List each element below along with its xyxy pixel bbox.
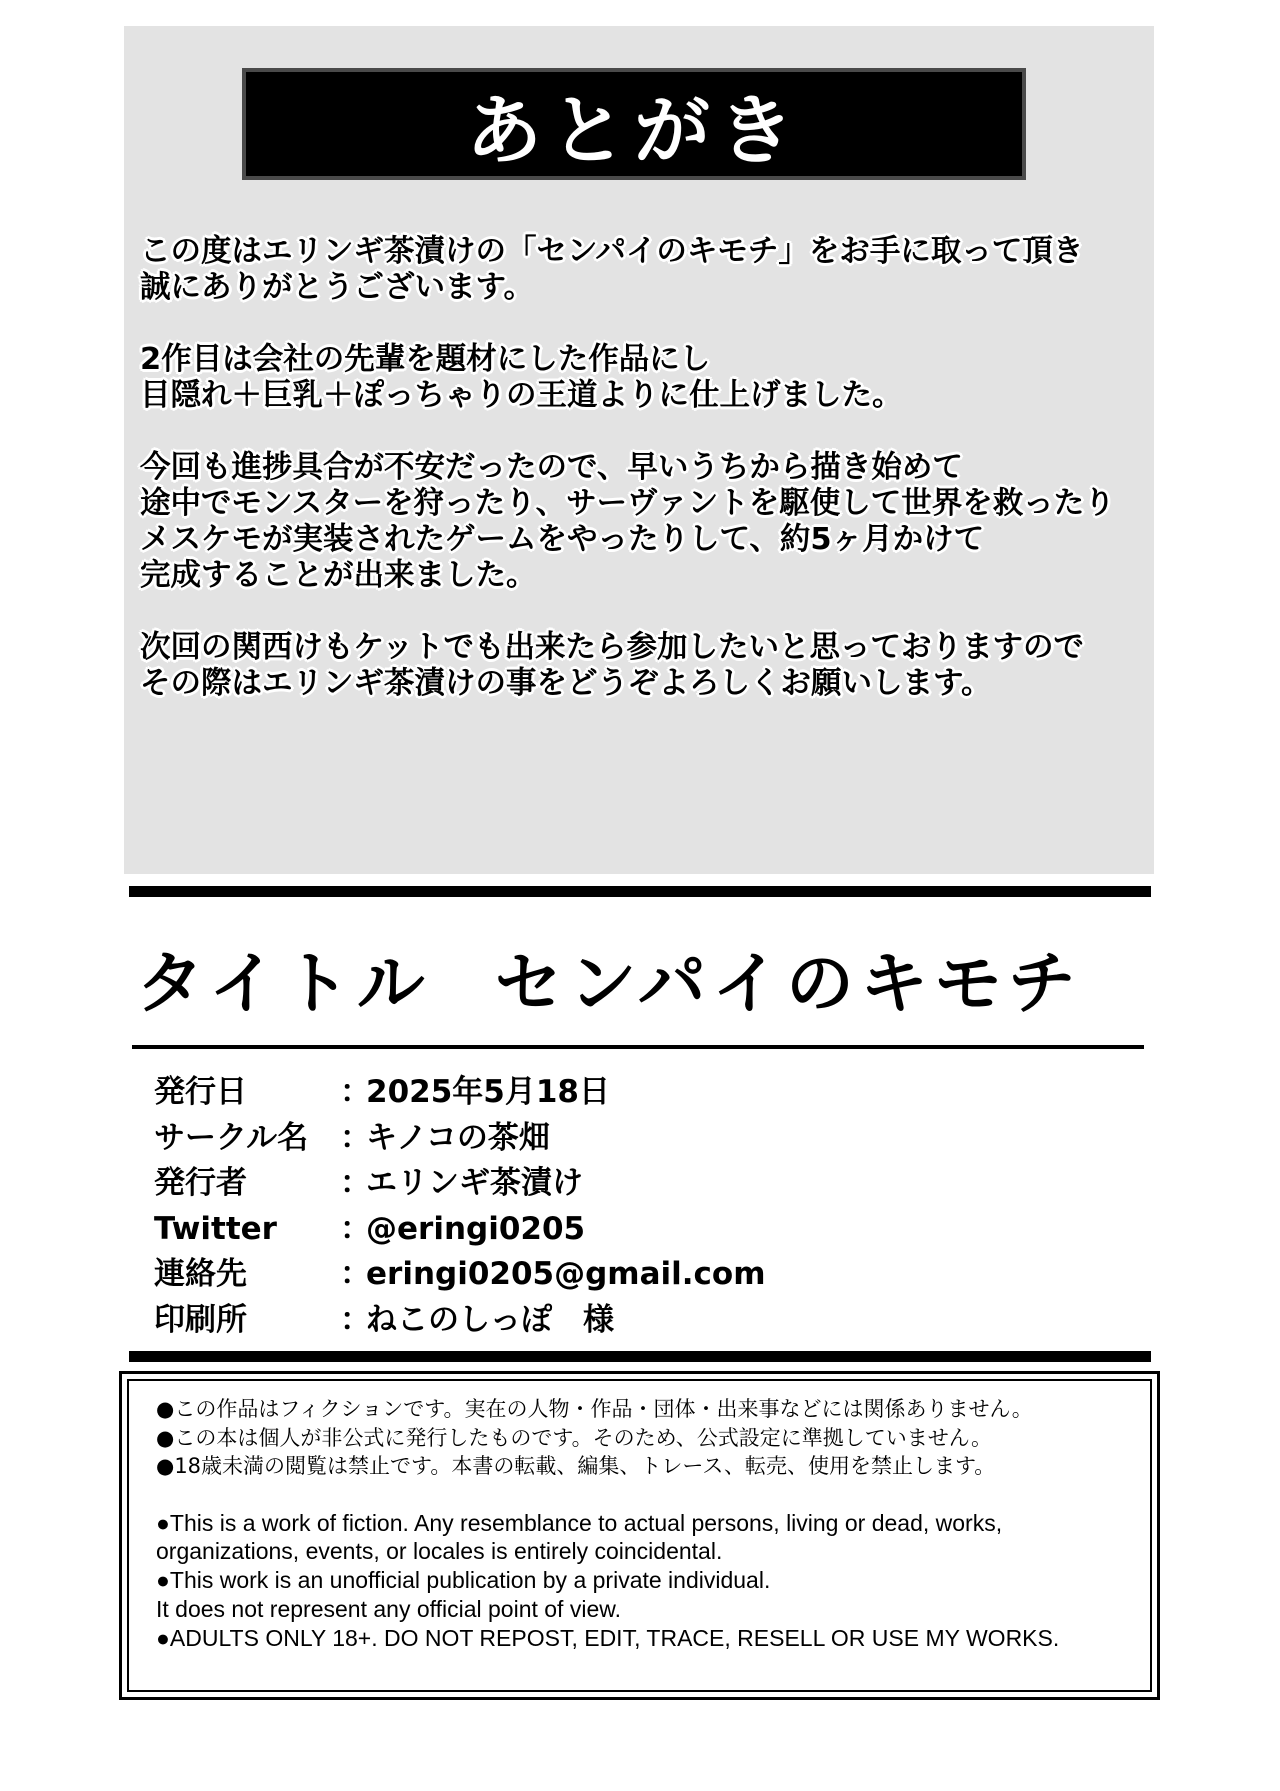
disclaimer-line: ●This work is an unofficial publication by a private individual. bbox=[156, 1567, 771, 1594]
afterword-panel bbox=[124, 26, 1154, 874]
disclaimer-line: ●ADULTS ONLY 18+. DO NOT REPOST, EDIT, TRACE, RESELL OR USE MY WORKS. bbox=[156, 1624, 1060, 1651]
afterword-body bbox=[140, 234, 1150, 738]
colophon-value: ねこのしっぽ 様 bbox=[366, 1301, 614, 1338]
disclaimer-inner-frame bbox=[127, 1379, 1152, 1692]
book-title: センパイのキモチ bbox=[494, 944, 1082, 1024]
afterword-line: 途中でモンスターを狩ったり、サーヴァントを駆使して世界を救ったり bbox=[140, 486, 1115, 521]
afterword-line: 完成することが出来ました。 bbox=[140, 558, 537, 593]
disclaimer-line: It does not represent any official point of view. bbox=[156, 1595, 621, 1622]
disclaimer-box bbox=[119, 1371, 1160, 1700]
afterword-heading-box bbox=[242, 68, 1026, 180]
divider-thick bbox=[129, 1351, 1151, 1362]
afterword-paragraph-1 bbox=[140, 234, 1150, 306]
colophon-label: Twitter bbox=[154, 1210, 277, 1247]
colophon-value: キノコの茶畑 bbox=[366, 1119, 550, 1156]
colophon-separator: ： bbox=[340, 1074, 371, 1110]
colophon-label: サークル名 bbox=[154, 1119, 309, 1156]
colophon-label: 連絡先 bbox=[154, 1256, 247, 1292]
colophon-label: 印刷所 bbox=[154, 1301, 247, 1338]
divider-thick bbox=[129, 886, 1151, 897]
colophon-label: 発行者 bbox=[154, 1165, 247, 1201]
afterword-line: その際はエリンギ茶漬けの事をどうぞよろしくお願いします。 bbox=[140, 666, 992, 701]
disclaimer-japanese bbox=[156, 1395, 1150, 1481]
afterword-line: 2作目は会社の先輩を題材にした作品にし bbox=[140, 342, 711, 377]
afterword-heading: あとがき bbox=[466, 85, 802, 175]
afterword-paragraph-3 bbox=[140, 450, 1150, 594]
disclaimer-line: ●この作品はフィクションです。実在の人物・作品・団体・出来事などには関係ありません。 bbox=[156, 1397, 1033, 1421]
colophon-separator: ： bbox=[340, 1301, 371, 1338]
afterword-line: 次回の関西けもケットでも出来たら参加したいと思っておりますので bbox=[140, 630, 1084, 665]
afterword-line: 誠にありがとうございます。 bbox=[140, 270, 535, 305]
disclaimer-line: ●18歳未満の閲覧は禁止です。本書の転載、編集、トレース、転売、使用を禁止します。 bbox=[156, 1454, 996, 1478]
afterword-line: メスケモが実装されたゲームをやったりして、約5ヶ月かけて bbox=[140, 522, 985, 557]
colophon-separator: ： bbox=[340, 1165, 371, 1201]
disclaimer-line: ●この本は個人が非公式に発行したものです。そのため、公式設定に準拠していません。 bbox=[156, 1425, 993, 1450]
colophon-separator: ： bbox=[340, 1210, 371, 1247]
afterword-line: この度はエリンギ茶漬けの「センパイのキモチ」をお手に取って頂き bbox=[140, 234, 1084, 269]
afterword-paragraph-2 bbox=[140, 342, 1150, 414]
divider-thin bbox=[132, 1045, 1144, 1049]
colophon-value: @eringi0205 bbox=[366, 1210, 586, 1247]
colophon-value: 2025年5月18日 bbox=[366, 1074, 610, 1110]
afterword-paragraph-4 bbox=[140, 630, 1150, 702]
colophon-separator: ： bbox=[340, 1119, 371, 1156]
title-label: タイトル bbox=[136, 944, 431, 1024]
disclaimer-line: organizations, events, or locales is entirely coincidental. bbox=[156, 1538, 723, 1565]
disclaimer-english bbox=[156, 1509, 1150, 1653]
colophon-value: エリンギ茶漬け bbox=[366, 1165, 583, 1201]
colophon-value: eringi0205@gmail.com bbox=[366, 1256, 766, 1292]
afterword-line: 今回も進捗具合が不安だったので、早いうちから描き始めて bbox=[140, 450, 963, 485]
colophon-label: 発行日 bbox=[154, 1074, 247, 1110]
afterword-line: 目隠れ＋巨乳＋ぽっちゃりの王道よりに仕上げました。 bbox=[140, 378, 903, 413]
book-title-row bbox=[136, 930, 1082, 1027]
disclaimer-line: ●This is a work of fiction. Any resemblance to actual persons, living or dead, works, bbox=[156, 1509, 1003, 1536]
colophon-separator: ： bbox=[340, 1256, 371, 1292]
